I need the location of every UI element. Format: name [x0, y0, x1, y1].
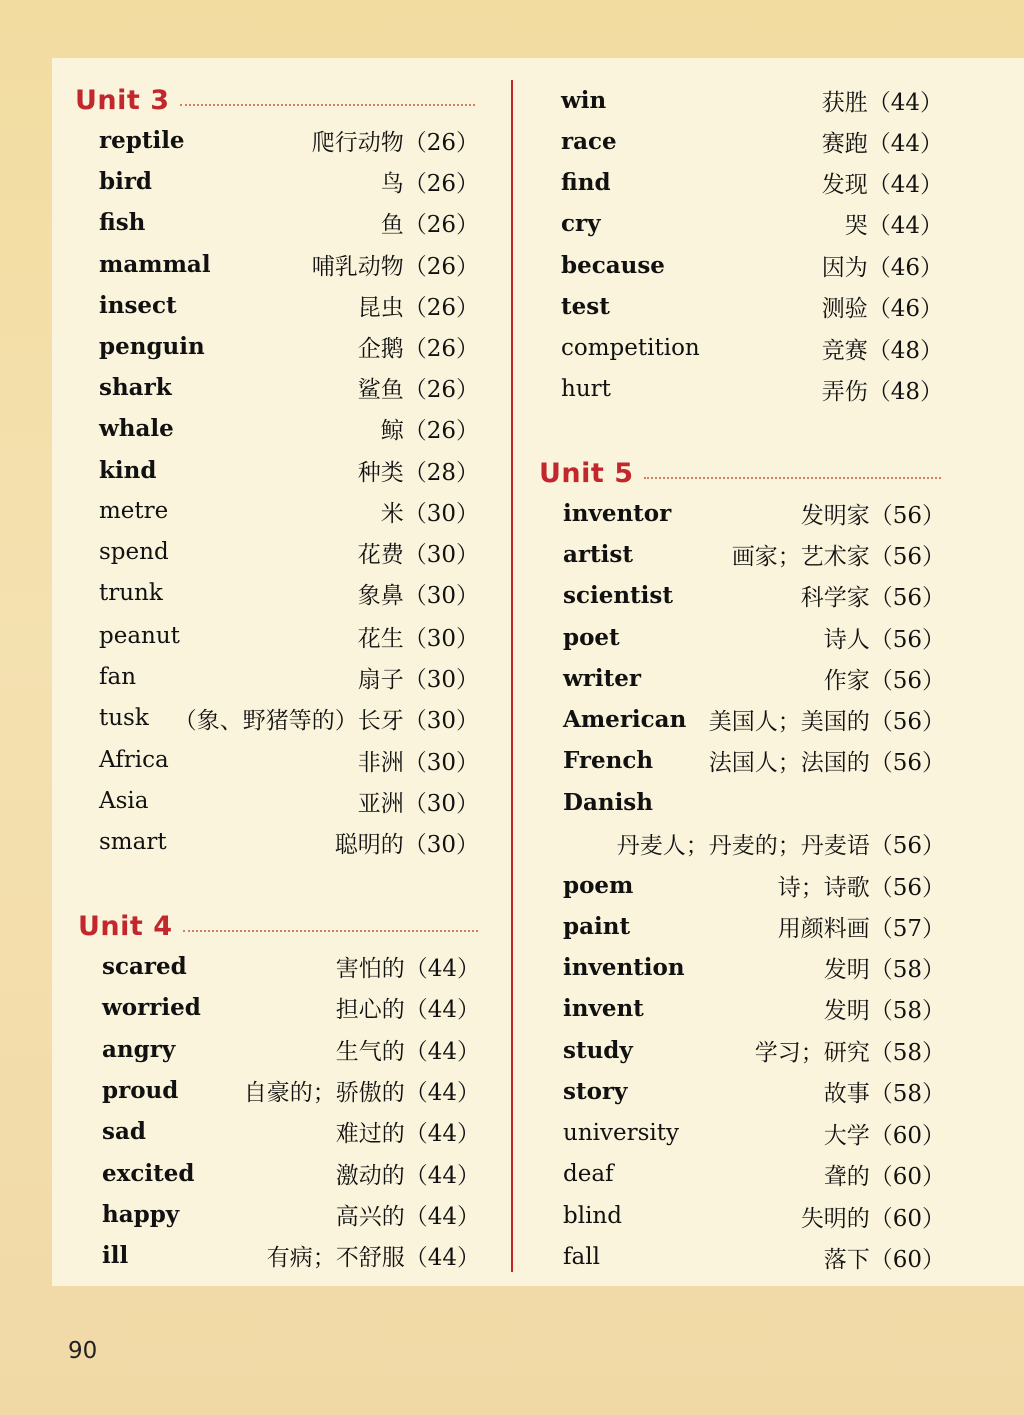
entry-meaning: 丹麦人；丹麦的；丹麦语（56）	[616, 832, 945, 859]
vocab-entry	[102, 1111, 480, 1151]
entry-word: Danish	[563, 788, 653, 816]
dotted-leader	[183, 930, 479, 932]
unit-title: Unit 4	[78, 910, 173, 942]
entry-meaning: 有病；不舒服（44）	[266, 1244, 480, 1271]
vocab-entry	[99, 450, 479, 490]
entry-word: story	[563, 1077, 628, 1105]
vocab-entry	[563, 575, 945, 615]
entry-meaning: 鲸（26）	[380, 417, 479, 444]
vocab-entry-meaning-line	[563, 823, 945, 863]
entry-word: deaf	[563, 1161, 614, 1187]
entry-meaning: 鲨鱼（26）	[357, 376, 479, 403]
vocab-entry	[563, 534, 945, 574]
entry-word: fan	[99, 664, 137, 690]
vocab-entry	[563, 493, 945, 533]
entry-meaning: 象鼻（30）	[357, 582, 479, 609]
entry-meaning: 难过的（44）	[335, 1120, 480, 1147]
entry-meaning: 发现（44）	[821, 171, 943, 198]
vocab-entry	[563, 699, 945, 739]
entry-word: invent	[563, 994, 644, 1022]
vocab-entry	[563, 658, 945, 698]
entry-word: blind	[563, 1203, 622, 1229]
entry-meaning: 扇子（30）	[357, 666, 479, 693]
entry-meaning: 法国人；法国的（56）	[708, 749, 945, 776]
entry-word: competition	[561, 335, 700, 361]
vocab-entry	[99, 202, 479, 242]
entry-meaning: 失明的（60）	[800, 1205, 945, 1232]
entry-meaning: 鸟（26）	[380, 170, 479, 197]
entry-word: proud	[102, 1076, 179, 1104]
entry-meaning: 自豪的；骄傲的（44）	[243, 1079, 480, 1106]
entry-word: invention	[563, 953, 685, 981]
entry-meaning: 发明家（56）	[800, 502, 945, 529]
entry-meaning: 落下（60）	[823, 1246, 945, 1273]
entry-meaning: 激动的（44）	[335, 1162, 480, 1189]
entry-word: mammal	[99, 250, 211, 278]
unit-title: Unit 5	[539, 457, 634, 489]
entry-meaning: 花生（30）	[357, 625, 479, 652]
entry-meaning: 企鹅（26）	[357, 335, 479, 362]
entry-word: penguin	[99, 332, 205, 360]
vocab-entry	[102, 987, 480, 1027]
entry-word: smart	[99, 829, 167, 855]
entry-word: Asia	[99, 788, 149, 814]
unit-3-heading	[75, 80, 475, 120]
page-number: 90	[68, 1338, 98, 1364]
vocab-entry	[99, 698, 479, 738]
vocab-entry	[102, 1235, 480, 1275]
vocab-entry	[102, 1153, 480, 1193]
vocab-entry	[561, 286, 943, 326]
entry-word: inventor	[563, 499, 672, 527]
entry-word: spend	[99, 539, 169, 565]
vocab-entry	[99, 326, 479, 366]
vocab-entry	[563, 906, 945, 946]
unit-4-heading	[78, 906, 478, 946]
entry-meaning: 生气的（44）	[335, 1038, 480, 1065]
vocab-entry	[563, 988, 945, 1028]
entry-word: scared	[102, 952, 187, 980]
entry-word: reptile	[99, 126, 185, 154]
entry-meaning: 非洲（30）	[357, 749, 479, 776]
entry-word: test	[561, 292, 610, 320]
entry-word: insect	[99, 291, 177, 319]
unit-title: Unit 3	[75, 84, 170, 116]
entry-word: hurt	[561, 376, 611, 402]
vocab-entry	[561, 328, 943, 368]
vocab-entry	[99, 161, 479, 201]
vocab-entry	[99, 285, 479, 325]
entry-meaning: 鱼（26）	[380, 211, 479, 238]
entry-word: bird	[99, 167, 153, 195]
entry-meaning: 美国人；美国的（56）	[708, 708, 945, 735]
entry-word: writer	[563, 664, 642, 692]
entry-word: tusk	[99, 705, 149, 731]
entry-meaning: 担心的（44）	[335, 996, 480, 1023]
vocab-entry	[563, 1030, 945, 1070]
entry-meaning: 哺乳动物（26）	[311, 253, 479, 280]
vocab-entry	[563, 865, 945, 905]
entry-meaning: （象、野猪等的）长牙（30）	[173, 707, 479, 734]
entry-word: kind	[99, 456, 157, 484]
entry-word: French	[563, 746, 654, 774]
entry-word: artist	[563, 540, 633, 568]
entry-meaning: 弄伤（48）	[821, 378, 943, 405]
vocab-entry	[563, 1154, 945, 1194]
vocab-entry	[99, 367, 479, 407]
entry-word: American	[563, 705, 687, 733]
entry-word: shark	[99, 373, 172, 401]
entry-meaning: 竞赛（48）	[821, 337, 943, 364]
entry-word: peanut	[99, 623, 180, 649]
entry-word: trunk	[99, 580, 163, 606]
column-divider	[511, 80, 513, 1272]
entry-word: excited	[102, 1159, 195, 1187]
vocab-entry	[563, 1237, 945, 1277]
entry-word: paint	[563, 912, 631, 940]
vocab-entry	[99, 120, 479, 160]
entry-meaning: 获胜（44）	[821, 89, 943, 116]
dotted-leader	[644, 477, 942, 479]
entry-word: whale	[99, 414, 174, 442]
entry-word: fall	[563, 1244, 600, 1270]
entry-word: sad	[102, 1117, 146, 1145]
vocab-entry	[99, 408, 479, 448]
entry-meaning: 花费（30）	[357, 541, 479, 568]
entry-meaning: 学习；研究（58）	[754, 1039, 945, 1066]
entry-meaning: 测验（46）	[821, 295, 943, 322]
entry-word: Africa	[99, 747, 169, 773]
vocab-entry	[561, 369, 943, 409]
entry-word: fish	[99, 208, 146, 236]
entry-meaning: 哭（44）	[844, 212, 943, 239]
entry-meaning: 爬行动物（26）	[311, 129, 479, 156]
entry-meaning: 科学家（56）	[800, 584, 945, 611]
entry-word: because	[561, 251, 665, 279]
vocab-entry	[99, 616, 479, 656]
vocab-entry	[99, 657, 479, 697]
vocab-entry	[563, 782, 945, 822]
vocab-entry	[561, 162, 943, 202]
entry-word: metre	[99, 498, 169, 524]
vocab-entry	[102, 1070, 480, 1110]
vocab-entry	[99, 573, 479, 613]
vocab-entry	[563, 617, 945, 657]
vocab-entry	[99, 532, 479, 572]
vocab-entry	[561, 80, 943, 120]
unit-5-heading	[539, 453, 941, 493]
entry-meaning: 诗人（56）	[823, 626, 945, 653]
vocab-entry	[99, 822, 479, 862]
entry-word: worried	[102, 993, 201, 1021]
vocab-entry	[99, 781, 479, 821]
entry-word: poet	[563, 623, 620, 651]
entry-word: race	[561, 127, 617, 155]
vocab-entry	[563, 1113, 945, 1153]
entry-meaning: 故事（58）	[823, 1080, 945, 1107]
entry-word: study	[563, 1036, 633, 1064]
entry-word: angry	[102, 1035, 176, 1063]
vocab-entry	[561, 245, 943, 285]
entry-meaning: 作家（56）	[823, 667, 945, 694]
vocab-entry	[99, 740, 479, 780]
vocab-entry	[102, 946, 480, 986]
entry-meaning: 用颜料画（57）	[777, 915, 945, 942]
entry-meaning: 发明（58）	[823, 956, 945, 983]
vocab-entry	[99, 491, 479, 531]
vocab-entry	[563, 740, 945, 780]
entry-meaning: 亚洲（30）	[357, 790, 479, 817]
vocab-entry	[102, 1029, 480, 1069]
entry-meaning: 赛跑（44）	[821, 130, 943, 157]
vocab-entry	[99, 244, 479, 284]
entry-word: poem	[563, 871, 634, 899]
entry-word: scientist	[563, 581, 673, 609]
entry-meaning: 害怕的（44）	[335, 955, 480, 982]
vocab-entry	[563, 1071, 945, 1111]
entry-word: find	[561, 168, 611, 196]
entry-meaning: 聋的（60）	[823, 1163, 945, 1190]
vocab-entry	[102, 1194, 480, 1234]
vocab-entry	[561, 203, 943, 243]
entry-word: happy	[102, 1200, 180, 1228]
vocab-entry	[561, 121, 943, 161]
entry-meaning: 昆虫（26）	[357, 294, 479, 321]
entry-meaning: 画家；艺术家（56）	[731, 543, 945, 570]
entry-meaning: 大学（60）	[823, 1122, 945, 1149]
entry-meaning: 种类（28）	[357, 459, 479, 486]
entry-meaning: 发明（58）	[823, 997, 945, 1024]
entry-meaning: 诗；诗歌（56）	[777, 874, 945, 901]
entry-meaning: 高兴的（44）	[335, 1203, 480, 1230]
entry-meaning: 米（30）	[380, 500, 479, 527]
entry-meaning: 因为（46）	[821, 254, 943, 281]
vocab-entry	[563, 1196, 945, 1236]
vocab-entry	[563, 947, 945, 987]
entry-word: win	[561, 86, 607, 114]
dotted-leader	[180, 104, 476, 106]
entry-meaning: 聪明的（30）	[334, 831, 479, 858]
entry-word: cry	[561, 209, 601, 237]
entry-word: ill	[102, 1241, 129, 1269]
entry-word: university	[563, 1120, 679, 1146]
